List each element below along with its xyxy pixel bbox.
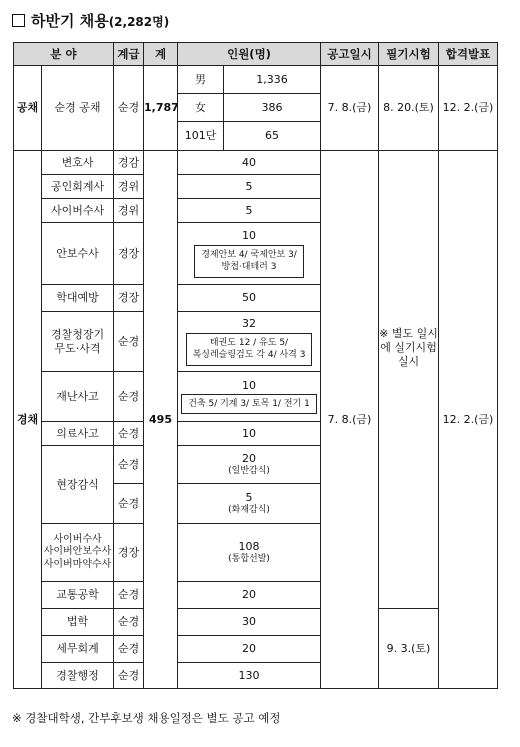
public-result: 12. 2.(금): [439, 66, 498, 151]
security-rank: 경장: [114, 223, 144, 285]
public-announce: 7. 8.(금): [321, 66, 379, 151]
header-total: 계: [144, 43, 178, 66]
security-field: 안보수사: [42, 223, 114, 285]
security-note-line-2: 방첩·대테러 3: [221, 262, 277, 273]
special-result: 12. 2.(금): [439, 151, 498, 689]
law-count: 30: [178, 609, 321, 636]
forensic-sub-1: (일반감식): [228, 465, 270, 476]
cyber2-field-line-1: 사이버수사: [53, 533, 102, 545]
header-personnel: 인원(명): [178, 43, 321, 66]
cyber2-count: 108: [238, 540, 260, 553]
traffic-count: 20: [178, 582, 321, 609]
escort-field: [42, 312, 114, 372]
cyber2-field-line-3: 사이버마약수사: [43, 558, 112, 570]
public-rank: 순경: [114, 66, 144, 151]
table-row: [14, 66, 498, 94]
footnote: ※ 경찰대학생, 간부후보생 채용일정은 별도 공고 예정: [12, 711, 281, 725]
traffic-rank: 순경: [114, 582, 144, 609]
security-note-line-1: 경제안보 4/ 국제안보 3/: [201, 250, 297, 261]
page-title: [12, 10, 169, 31]
cyber1-field: 사이버수사: [42, 199, 114, 223]
cyber1-count: 5: [178, 199, 321, 223]
cyber2-sub: (통합선발): [228, 553, 270, 564]
cpa-field: 공인회계사: [42, 175, 114, 199]
table-row: [14, 609, 498, 636]
recruitment-table: [13, 42, 498, 689]
forensic-sub-2: (화재감식): [228, 504, 270, 515]
lawyer-field: 변호사: [42, 151, 114, 175]
cpa-count: 5: [178, 175, 321, 199]
school-rank: 경장: [114, 285, 144, 312]
title-text: 하반기 채용: [31, 12, 109, 30]
cyber2-rank: 경장: [114, 524, 144, 582]
table-row: [14, 151, 498, 175]
cyber2-field-line-2: 사이버안보수사: [43, 546, 112, 558]
escort-count-cell: [178, 312, 321, 372]
medical-field: 의료사고: [42, 422, 114, 446]
forensic-rank-1: 순경: [114, 446, 144, 484]
tax-count: 20: [178, 636, 321, 663]
public-label-male: 男: [178, 66, 224, 94]
forensic-count-2: 5: [245, 491, 253, 504]
public-label-101: 101단: [178, 122, 224, 151]
security-note: [194, 245, 304, 277]
escort-note-line-2: 복싱레슬링검도 각 4/ 사격 3: [192, 350, 306, 361]
special-announce: 7. 8.(금): [321, 151, 379, 689]
disaster-rank: 순경: [114, 372, 144, 422]
law-rank: 순경: [114, 609, 144, 636]
special-written-2: 9. 3.(토): [379, 609, 439, 689]
disaster-count: 10: [242, 378, 257, 392]
disaster-count-cell: [178, 372, 321, 422]
header-written: 필기시험: [379, 43, 439, 66]
medical-rank: 순경: [114, 422, 144, 446]
security-count: 10: [242, 229, 257, 243]
special-category: 경채: [14, 151, 42, 689]
cyber2-count-cell: [178, 524, 321, 582]
forensic-count-1: 20: [242, 452, 257, 465]
forensic-count-2-cell: [178, 484, 321, 524]
cyber1-rank: 경위: [114, 199, 144, 223]
lawyer-count: 40: [178, 151, 321, 175]
header-field: 분 야: [14, 43, 114, 66]
lawyer-rank: 경감: [114, 151, 144, 175]
public-written: 8. 20.(토): [379, 66, 439, 151]
forensic-field: 현장감식: [42, 446, 114, 524]
cpa-rank: 경위: [114, 175, 144, 199]
public-total: 1,787: [144, 66, 178, 151]
admin-rank: 순경: [114, 663, 144, 689]
escort-count: 32: [242, 317, 257, 331]
security-count-cell: [178, 223, 321, 285]
disaster-field: 재난사고: [42, 372, 114, 422]
law-field: 법학: [42, 609, 114, 636]
traffic-field: 교통공학: [42, 582, 114, 609]
escort-note: [186, 333, 313, 365]
special-written-note: ※ 별도 일시에 실기시험 실시: [379, 151, 439, 609]
public-value-female: 386: [224, 94, 321, 122]
public-value-male: 1,336: [224, 66, 321, 94]
escort-field-line-2: 무도·사격: [54, 341, 101, 355]
public-label-female: 女: [178, 94, 224, 122]
header-result: 합격발표: [439, 43, 498, 66]
disaster-note: 건축 5/ 기계 3/ 토목 1/ 전기 1: [181, 394, 317, 414]
tax-rank: 순경: [114, 636, 144, 663]
escort-note-line-1: 태권도 12 / 유도 5/: [209, 338, 289, 349]
table-header-row: [14, 43, 498, 66]
special-total: 495: [144, 151, 178, 689]
admin-field: 경찰행정: [42, 663, 114, 689]
public-field: 순경 공채: [42, 66, 114, 151]
escort-field-line-1: 경찰청장기: [50, 327, 105, 341]
forensic-rank-2: 순경: [114, 484, 144, 524]
cyber2-field: [42, 524, 114, 582]
public-value-101: 65: [224, 122, 321, 151]
checkbox-square-icon: [12, 14, 25, 27]
header-rank: 계급: [114, 43, 144, 66]
tax-field: 세무회계: [42, 636, 114, 663]
school-field: 학대예방: [42, 285, 114, 312]
admin-count: 130: [178, 663, 321, 689]
medical-count: 10: [178, 422, 321, 446]
header-announce: 공고일시: [321, 43, 379, 66]
escort-rank: 순경: [114, 312, 144, 372]
school-count: 50: [178, 285, 321, 312]
forensic-count-1-cell: [178, 446, 321, 484]
title-count: (2,282명): [108, 15, 170, 29]
public-category: 공채: [14, 66, 42, 151]
